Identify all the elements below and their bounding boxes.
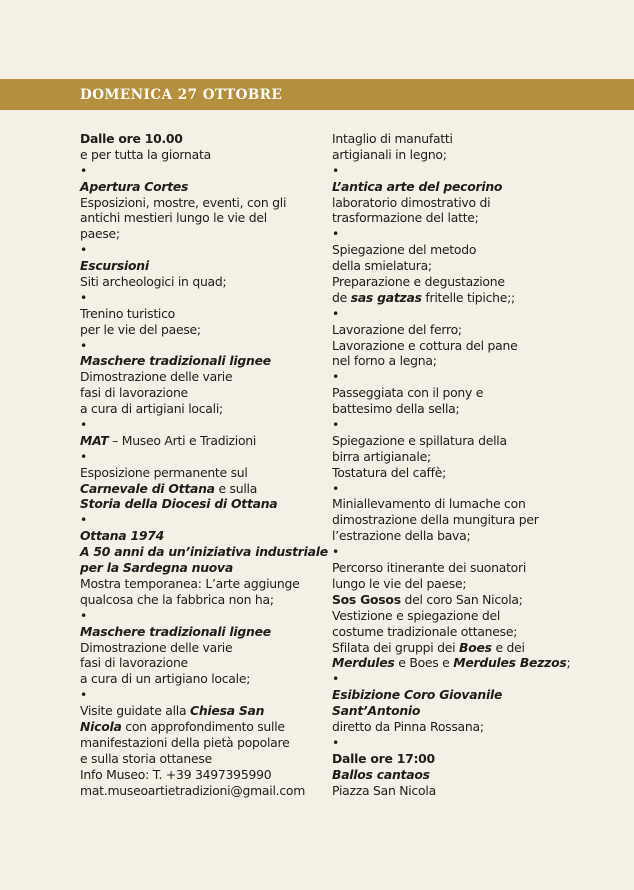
program-line	[332, 655, 572, 671]
program-line	[332, 767, 572, 783]
program-line	[332, 242, 572, 258]
program-text: Sant’Antonio	[332, 703, 421, 719]
program-text: Dalle ore 10.00	[80, 131, 183, 146]
program-text: Esposizione permanente sul	[80, 464, 248, 480]
program-text: dimostrazione della mungitura per	[332, 512, 539, 528]
program-line	[80, 417, 320, 433]
bullet-separator: •	[80, 162, 88, 178]
program-text: Lavorazione e cottura del pane	[332, 337, 518, 353]
bullet-separator: •	[80, 607, 88, 623]
program-line	[80, 560, 320, 576]
program-text: Ballos cantaos	[332, 766, 430, 782]
bullet-separator: •	[80, 289, 88, 305]
program-line	[80, 671, 320, 687]
program-text: de	[332, 289, 351, 305]
program-text: Sos Gosos	[332, 591, 401, 607]
program-line	[80, 369, 320, 385]
program-text: L’antica arte del pecorino	[332, 178, 503, 194]
bullet-separator: •	[332, 671, 340, 687]
program-line	[332, 703, 572, 719]
program-text: Sfilata dei gruppi dei	[332, 639, 460, 655]
program-text: sas gatzas	[350, 289, 422, 305]
program-line	[80, 528, 320, 544]
program-text: Ottana 1974	[80, 528, 164, 544]
program-line	[80, 147, 320, 163]
program-line	[80, 481, 320, 497]
program-text: lungo le vie del paese;	[332, 575, 467, 591]
program-text: e sulla	[214, 480, 258, 496]
program-line	[332, 608, 572, 624]
bullet-separator: •	[80, 687, 88, 703]
program-text: e per tutta la giornata	[80, 146, 211, 162]
program-line	[332, 338, 572, 354]
program-line	[80, 465, 320, 481]
program-line	[332, 544, 572, 560]
bullet-separator: •	[332, 417, 340, 433]
bullet-separator: •	[80, 512, 88, 528]
program-text: con approfondimento sulle	[121, 718, 285, 734]
program-line	[80, 624, 320, 640]
program-text: Intaglio di manufatti	[332, 131, 453, 146]
program-line	[332, 195, 572, 211]
program-text: fasi di lavorazione	[80, 385, 188, 401]
program-text: A 50 anni da un’iniziativa industriale	[80, 544, 328, 560]
program-line	[80, 195, 320, 211]
program-text: Siti archeologici in quad;	[80, 274, 227, 290]
program-text: e Boes e	[394, 655, 454, 671]
program-text: Spiegazione del metodo	[332, 242, 477, 258]
program-text: Dimostrazione delle varie	[80, 639, 233, 655]
program-text: Dimostrazione delle varie	[80, 369, 233, 385]
program-line	[80, 783, 320, 799]
program-line	[80, 655, 320, 671]
program-right-column	[332, 131, 572, 798]
program-line	[332, 433, 572, 449]
bullet-separator: •	[80, 448, 88, 464]
program-text: antichi mestieri lungo le vie del	[80, 210, 267, 226]
program-text: per le vie del paese;	[80, 321, 201, 337]
program-text: Dalle ore 17:00	[332, 750, 435, 766]
program-text: Passeggiata con il pony e	[332, 385, 484, 401]
bullet-separator: •	[332, 226, 340, 242]
program-text: Piazza San Nicola	[332, 782, 436, 798]
bullet-separator: •	[332, 480, 340, 496]
program-line	[80, 640, 320, 656]
program-text: costume tradizionale ottanese;	[332, 623, 518, 639]
program-line	[332, 258, 572, 274]
program-text: a cura di artigiani locali;	[80, 401, 223, 417]
program-line	[80, 719, 320, 735]
program-line	[332, 576, 572, 592]
bullet-separator: •	[80, 242, 88, 258]
program-line	[332, 179, 572, 195]
program-line	[80, 385, 320, 401]
program-line	[80, 242, 320, 258]
program-line	[332, 274, 572, 290]
program-line	[332, 449, 572, 465]
program-text: Storia della Diocesi di Ottana	[80, 496, 278, 512]
program-line	[80, 131, 320, 147]
program-line	[332, 687, 572, 703]
program-text: Lavorazione del ferro;	[332, 321, 462, 337]
program-line	[80, 512, 320, 528]
program-line	[80, 433, 320, 449]
bullet-separator: •	[332, 162, 340, 178]
day-header-band	[0, 79, 634, 110]
program-line	[332, 592, 572, 608]
program-text: Vestizione e spiegazione del	[332, 607, 501, 623]
program-line	[80, 322, 320, 338]
program-text: trasformazione del latte;	[332, 210, 479, 226]
program-line	[332, 512, 572, 528]
program-text: Visite guidate alla	[80, 703, 191, 719]
program-text: per la Sardegna nuova	[80, 560, 233, 576]
program-text: qualcosa che la fabbrica non ha;	[80, 591, 274, 607]
program-line	[80, 608, 320, 624]
program-line	[80, 687, 320, 703]
program-line	[80, 226, 320, 242]
program-line	[332, 481, 572, 497]
program-line	[80, 735, 320, 751]
program-text: Carnevale di Ottana	[80, 480, 215, 496]
program-line	[332, 496, 572, 512]
program-text: Spiegazione e spillatura della	[332, 432, 507, 448]
bullet-separator: •	[332, 544, 340, 560]
program-text: Maschere tradizionali lignee	[80, 353, 271, 369]
program-text: nel forno a legna;	[332, 353, 437, 369]
program-line	[80, 703, 320, 719]
program-text: Boes	[459, 639, 492, 655]
program-text: laboratorio dimostrativo di	[332, 194, 491, 210]
program-line	[80, 258, 320, 274]
program-text: birra artigianale;	[332, 448, 431, 464]
program-line	[332, 671, 572, 687]
program-line	[332, 528, 572, 544]
program-line	[332, 353, 572, 369]
bullet-separator: •	[332, 734, 340, 750]
program-line	[80, 576, 320, 592]
program-text: Miniallevamento di lumache con	[332, 496, 526, 512]
program-text: artigianali in legno;	[332, 146, 447, 162]
program-line	[332, 465, 572, 481]
program-line	[80, 210, 320, 226]
program-text: ;	[566, 655, 571, 671]
program-text: MAT	[80, 432, 109, 448]
program-line	[80, 751, 320, 767]
program-line	[332, 369, 572, 385]
program-line	[332, 735, 572, 751]
program-line	[80, 449, 320, 465]
program-text: e dei	[491, 639, 525, 655]
program-text: Esposizioni, mostre, eventi, con gli	[80, 194, 287, 210]
program-line	[332, 417, 572, 433]
program-line	[80, 544, 328, 560]
program-text: diretto da Pinna Rossana;	[332, 718, 484, 734]
program-line	[80, 306, 320, 322]
program-text: Merdules	[332, 655, 395, 671]
program-line	[80, 353, 320, 369]
bullet-separator: •	[332, 369, 340, 385]
program-line	[332, 306, 572, 322]
program-line	[332, 322, 572, 338]
program-text: fritelle tipiche;;	[421, 289, 515, 305]
program-line	[332, 290, 572, 306]
program-line	[332, 163, 572, 179]
bullet-separator: •	[332, 305, 340, 321]
program-line	[332, 640, 572, 656]
program-text: battesimo della sella;	[332, 401, 460, 417]
program-line	[80, 592, 320, 608]
program-line	[332, 783, 572, 799]
program-text: Tostatura del caffè;	[332, 464, 447, 480]
program-text: paese;	[80, 226, 120, 242]
program-text: Escursioni	[80, 258, 149, 274]
program-text: Info Museo: T. +39 3497395990	[80, 766, 272, 782]
program-text: mat.museoartietradizioni@gmail.com	[80, 782, 306, 798]
program-text: fasi di lavorazione	[80, 655, 188, 671]
program-text: manifestazioni della pietà popolare	[80, 734, 290, 750]
program-line	[80, 496, 320, 512]
bullet-separator: •	[80, 337, 88, 353]
program-line	[80, 163, 320, 179]
program-text: Percorso itinerante dei suonatori	[332, 560, 527, 576]
program-line	[332, 560, 572, 576]
program-line	[80, 401, 320, 417]
program-line	[80, 338, 320, 354]
program-text: Preparazione e degustazione	[332, 274, 505, 290]
program-text: Trenino turistico	[80, 305, 176, 321]
program-line	[80, 767, 320, 783]
bullet-separator: •	[80, 417, 88, 433]
day-title: DOMENICA 27 OTTOBRE	[80, 87, 283, 103]
program-text: Merdules Bezzos	[453, 655, 567, 671]
program-line	[80, 179, 320, 195]
program-text: Maschere tradizionali lignee	[80, 623, 271, 639]
program-line	[332, 226, 572, 242]
program-text: Mostra temporanea: L’arte aggiunge	[80, 575, 300, 591]
program-text: a cura di un artigiano locale;	[80, 671, 251, 687]
program-text: del coro San Nicola;	[400, 591, 523, 607]
program-line	[332, 131, 572, 147]
program-text: Nicola	[80, 718, 122, 734]
program-text: Esibizione Coro Giovanile	[332, 687, 503, 703]
program-line	[332, 385, 572, 401]
program-text: e sulla storia ottanese	[80, 750, 212, 766]
program-text: Chiesa San	[190, 703, 265, 719]
program-line	[332, 210, 572, 226]
program-line	[332, 147, 572, 163]
program-line	[332, 751, 572, 767]
program-text: della smielatura;	[332, 258, 432, 274]
program-line	[332, 624, 572, 640]
program-line	[80, 290, 320, 306]
program-line	[332, 401, 572, 417]
program-line	[332, 719, 572, 735]
program-text: – Museo Arti e Tradizioni	[108, 432, 257, 448]
program-text: Apertura Cortes	[80, 178, 189, 194]
program-text: l’estrazione della bava;	[332, 528, 471, 544]
program-line	[80, 274, 320, 290]
program-left-column	[80, 131, 328, 798]
